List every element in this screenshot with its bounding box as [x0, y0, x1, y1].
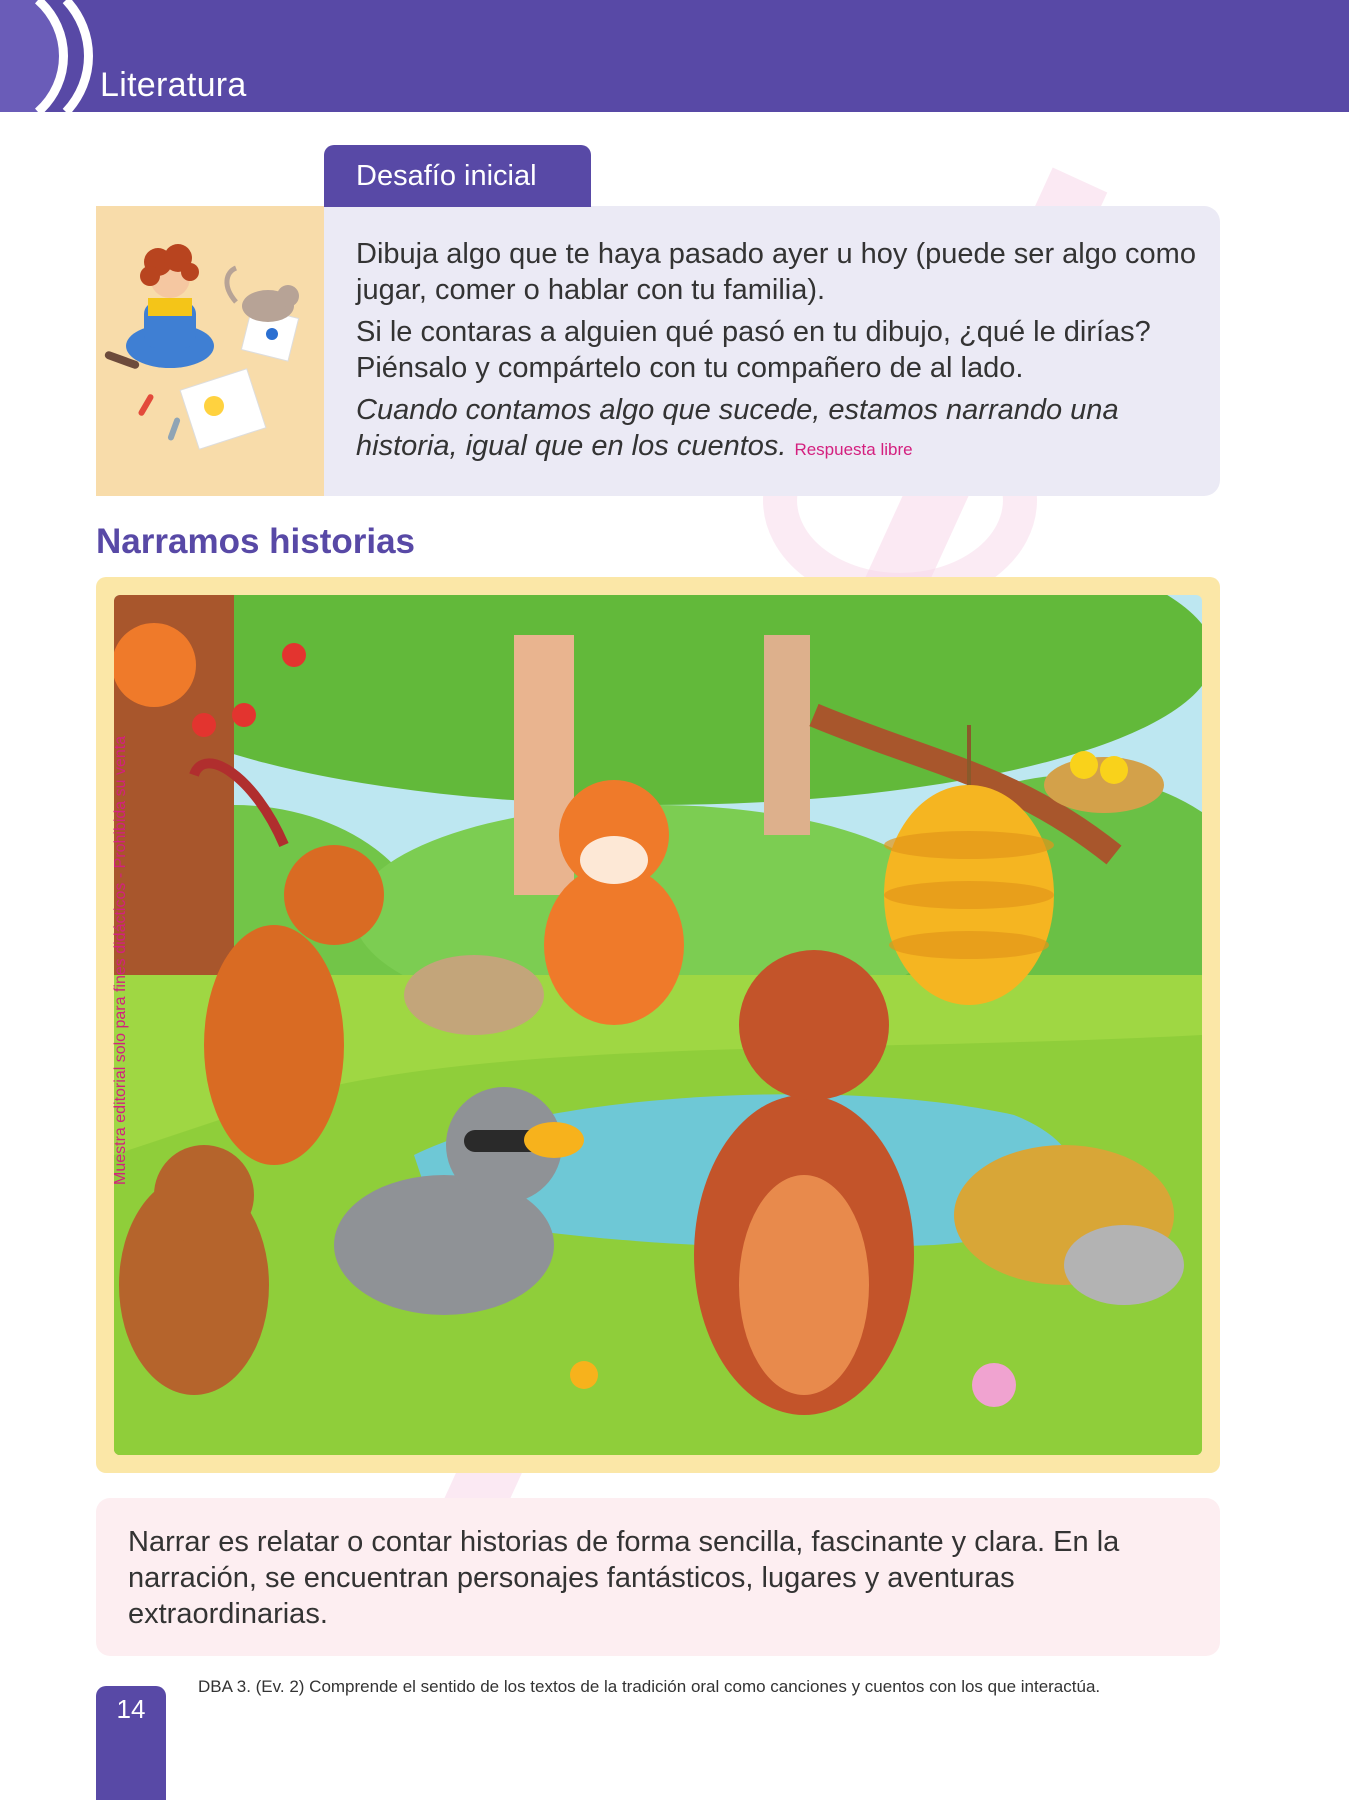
section-title: Narramos historias	[96, 522, 416, 561]
child-drawing-illustration	[96, 206, 324, 496]
challenge-tab: Desafío inicial	[324, 145, 591, 207]
challenge-paragraph-1: Dibuja algo que te haya pasado ayer u hoy (puede ser algo como jugar, comer o hablar con tu familia).	[356, 238, 1196, 306]
page-number: 14	[116, 1694, 146, 1724]
side-note-vertical: Muestra editorial solo para fines didácticos - Prohibida su venta	[112, 735, 129, 1185]
answer-note: Respuesta libre	[794, 440, 913, 459]
section-label: Literatura	[100, 66, 247, 104]
footnote: DBA 3. (Ev. 2) Comprende el sentido de los textos de la tradición oral como canciones y cuentos con los que interactúa.	[198, 1677, 1101, 1696]
forest-scene-illustration	[114, 595, 1202, 1455]
challenge-italic-text: Cuando contamos algo que sucede, estamos narrando una historia, igual que en los cuentos.	[356, 394, 1119, 462]
challenge-text	[356, 236, 1206, 474]
definition-text: Narrar es relatar o contar historias de forma sencilla, fascinante y clara. En la narración, se encuentran personajes fantásticos, lugares y aventuras extraordinarias.	[128, 1526, 1120, 1630]
challenge-paragraph-3	[356, 392, 1206, 468]
challenge-paragraph-2: Si le contaras a alguien qué pasó en tu dibujo, ¿qué le dirías? Piénsalo y compártelo con tu compañero de al lado.	[356, 316, 1151, 384]
